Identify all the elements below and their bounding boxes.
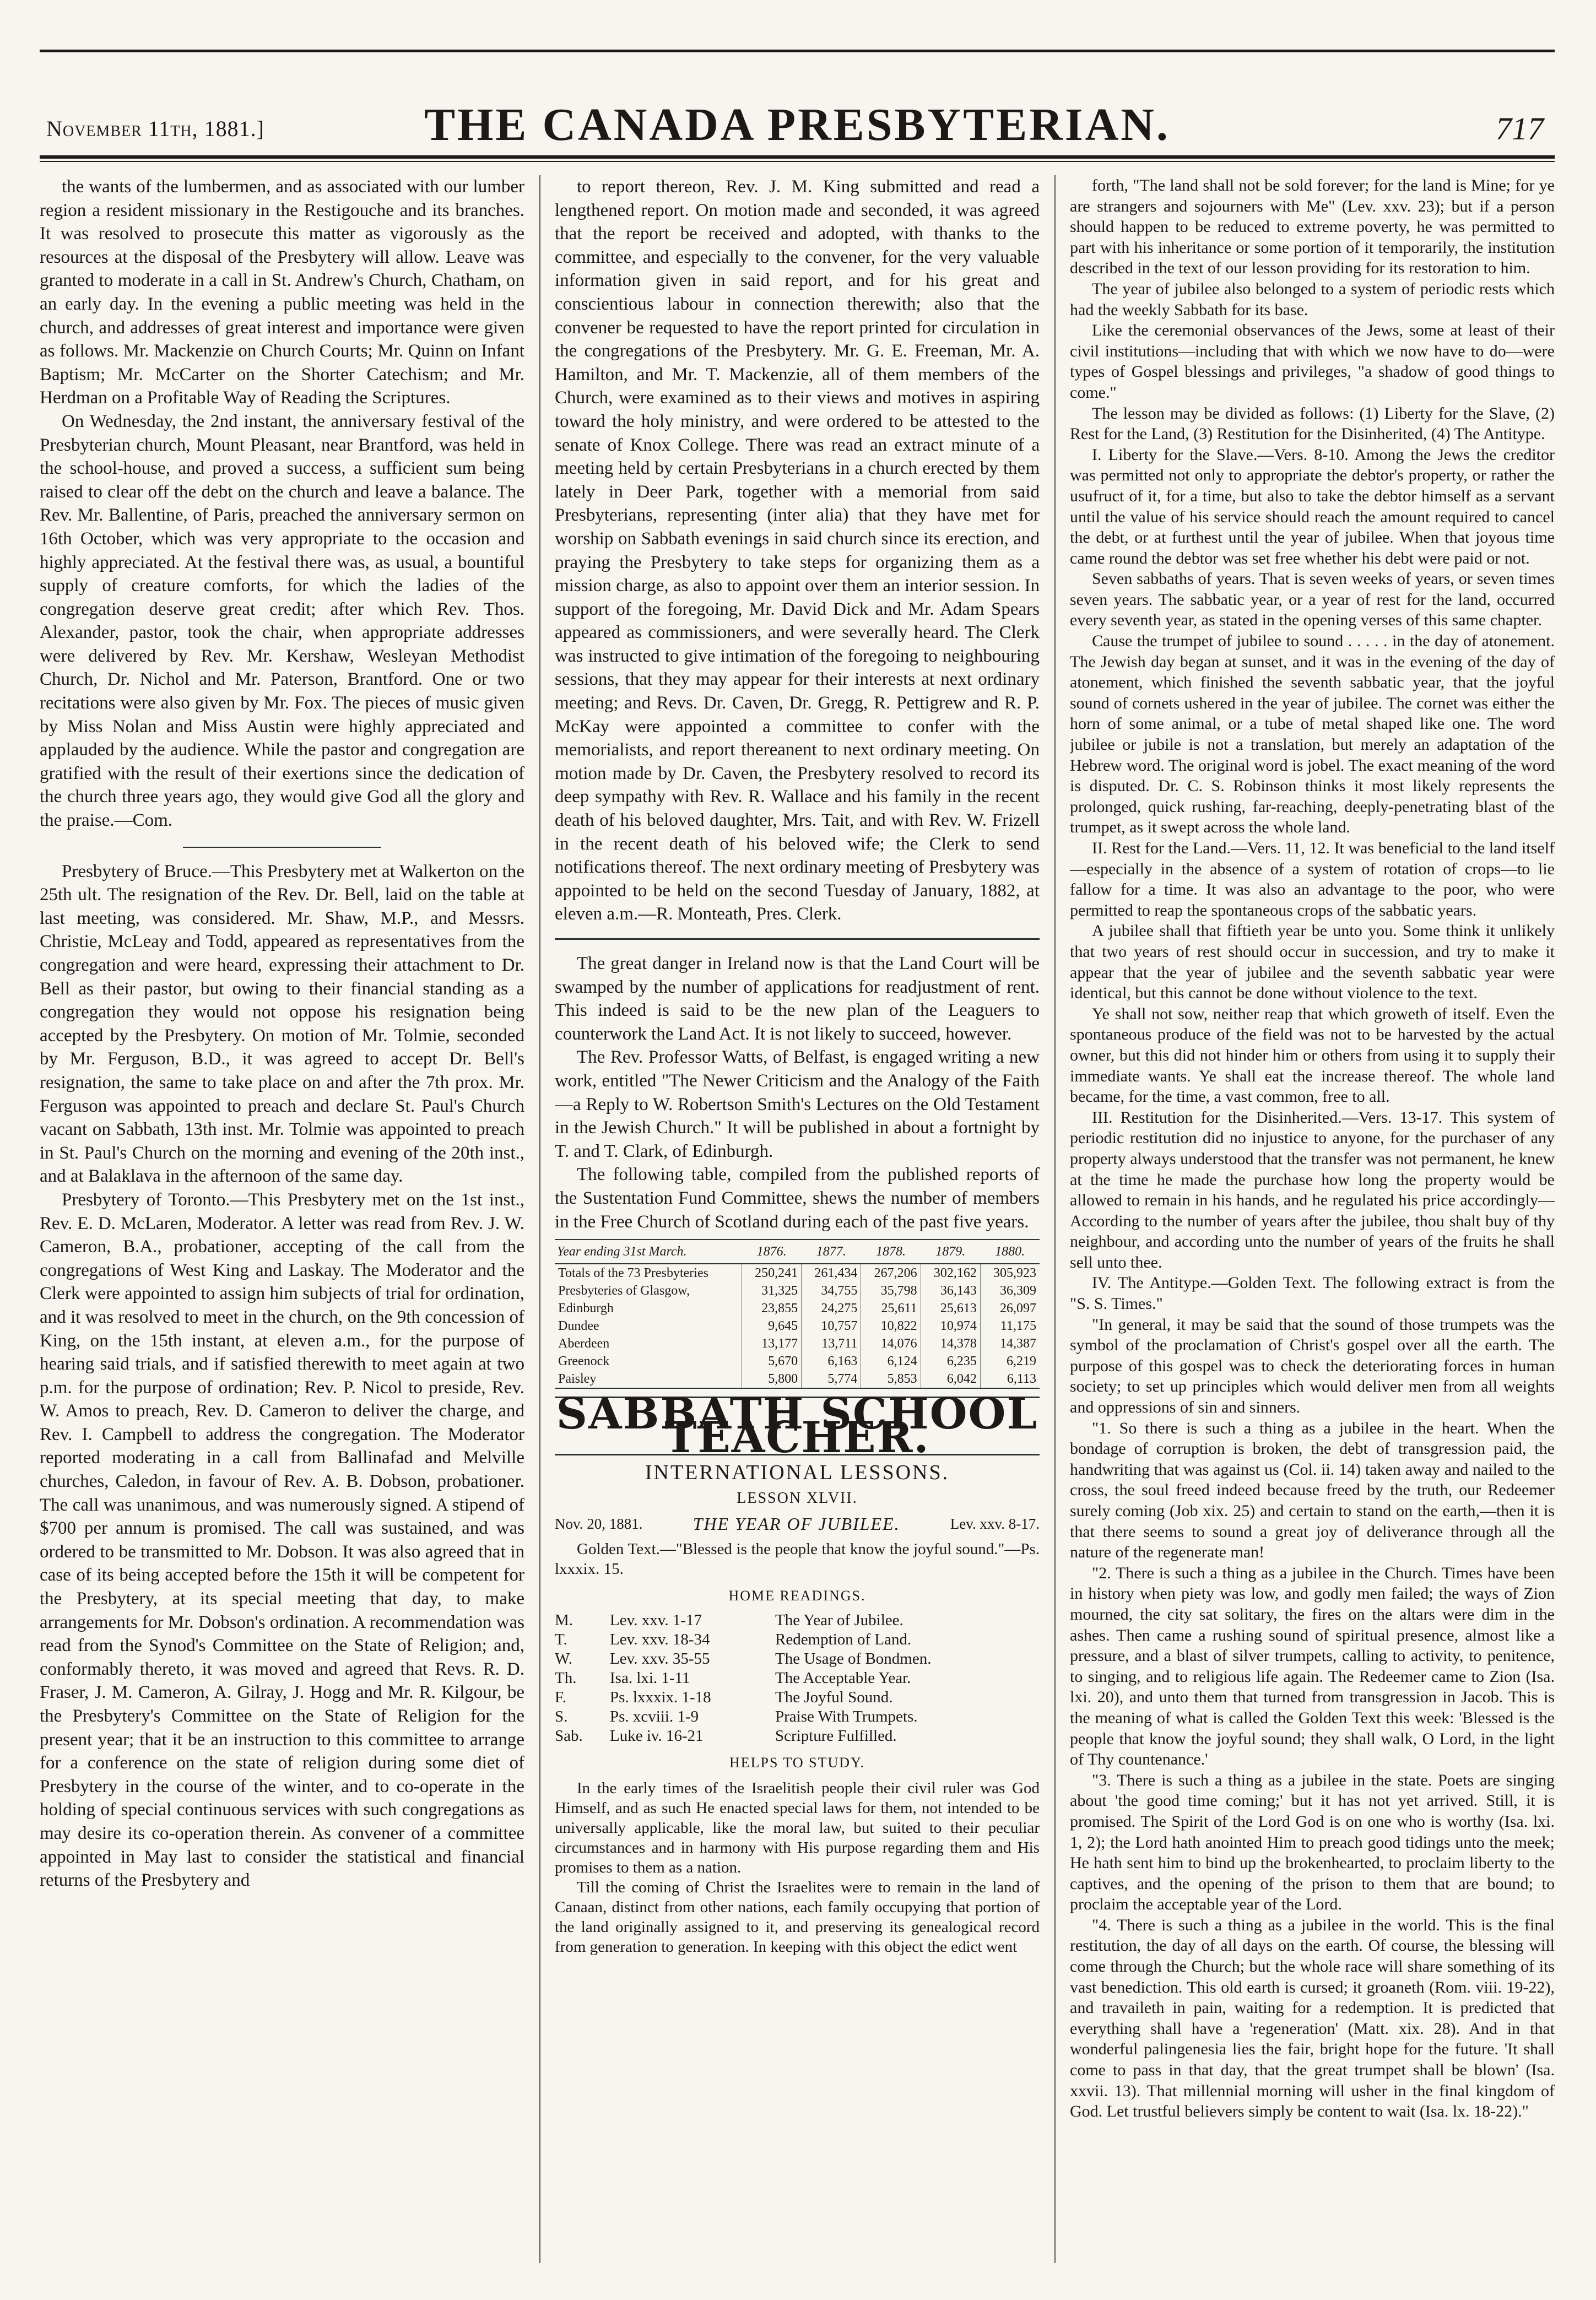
table-cell: 5,800 <box>742 1370 801 1388</box>
reading-topic: Redemption of Land. <box>775 1631 912 1649</box>
table-cell: 25,613 <box>921 1300 980 1317</box>
lesson-paragraph: "In general, it may be said that the sound of those trumpets was the symbol of the proclamation of Christ's gospel over all the earth. The purpose of this gospel was to check the deteriorating forces in human society; to set up principles which would deliver men from all weights and oppressions of sin and sinners. <box>1070 1315 1555 1417</box>
lesson-paragraph: The lesson may be divided as follows: (1) Liberty for the Slave, (2) Rest for the Land, (3) Restitution for the Disinherited, (4) The Antitype. <box>1070 404 1555 443</box>
table-cell: 31,325 <box>742 1282 801 1300</box>
table-cell: 10,757 <box>802 1317 861 1335</box>
home-readings-heading: HOME READINGS. <box>728 1587 866 1604</box>
reading-ref: Ps. lxxxix. 1-18 <box>610 1689 711 1707</box>
article-separator <box>183 847 381 848</box>
table-cell: 9,645 <box>742 1317 801 1335</box>
reading-day: M. <box>555 1611 574 1630</box>
lesson-paragraph: "3. There is such a thing as a jubilee in the state. Poets are singing about 'the good time coming;' but it has not yet arrived. Still, it is promised. The Spirit of the Lord God is on one who is worthy (Isa. lxi. 1, 2); the Lord hath anointed Him to preach good tidings unto the meek; He hath sent him to bind up the brokenhearted, to proclaim liberty to the captives, and the opening of the prison to them that are bound; to proclaim the acceptable year of the Lord. <box>1070 1771 1555 1914</box>
article-paragraph: to report thereon, Rev. J. M. King submitted and read a lengthened report. On motion made and seconded, it was agreed that the report be received and adopted, with thanks to the committee, and especially to the convener, for the very valuable information given in said report, and for his great and conscientious labour in connection therewith; also that the convener be requested to have the report printed for circulation in the congregations of the Presbytery. Mr. G. E. Freeman, Mr. A. Hamilton, and Mr. T. Mackenzie, all of them members of the Church, were examined as to their views and motives in aspiring toward the holy ministry, and were ordered to be attested to the senate of Knox College. There was read an extract minute of a meeting held by certain Presbyterians in a church erected by them lately in Deer Park, together with a memorial from said Presbyterians, representing (inter alia) that they have met for worship on Sabbath evenings in said church since its erection, and praying the Presbytery to take steps for organizing them as a mission charge, as also to appoint over them an interior session. In support of the foregoing, Mr. David Dick and Mr. Adam Spears appeared as commissioners, and were severally heard. The Clerk was instructed to give intimation of the foregoing to neighbouring sessions, that they may appear for their interests at next ordinary meeting; and Revs. Dr. Caven, Dr. Gregg, R. Pettigrew and R. P. McKay were appointed a committee to confer with the memorialists, and report thereanent to next ordinary meeting. On motion made by Dr. Caven, the Presbytery resolved to record its deep sympathy with Rev. R. Wallace and his family in the recent death of his beloved daughter, Mrs. Tait, and with Rev. W. Frizell in the recent death of his beloved wife; the Clerk to send notifications thereof. The next ordinary meeting of Presbytery was appointed to be held on the second Tuesday of January, 1882, at eleven a.m.—R. Monteath, Pres. Clerk. <box>555 177 1040 924</box>
masthead <box>40 33 1555 149</box>
lesson-paragraph: IV. The Antitype.—Golden Text. The following extract is from the "S. S. Times." <box>1070 1274 1555 1313</box>
lesson-paragraph: II. Rest for the Land.—Vers. 11, 12. It was beneficial to the land itself—especially in the absence of a system of rotation of crops—to lie fallow for a time. It was also an advantage to the poor, who were permitted to reap the spontaneous crops of the sabbatic years. <box>1070 839 1555 919</box>
list-item <box>555 1688 1040 1707</box>
table-row <box>555 1264 1040 1282</box>
lesson-paragraph: I. Liberty for the Slave.—Vers. 8-10. Among the Jews the creditor was permitted not only to appropriate the debtor's property, or rather the usufruct of it, for a time, but also to take the debtor himself as a servant until the value of his service should reach the amount required to cancel the debt, or at furthest until the year of jubilee. When that joyous time came round the debtor was set free whether his debt were paid or not. <box>1070 445 1555 567</box>
table-row <box>555 1370 1040 1388</box>
table-cell: 5,670 <box>742 1352 801 1370</box>
lesson-paragraph: III. Restitution for the Disinherited.—Vers. 13-17. This system of periodic restitution did no injustice to anyone, for the purchaser of any property always understood that the transfer was not permanent, he knew at the time he made the purchase how long the property would be allowed to remain in his hands, and he regulated his price accordingly—According to the number of years after the jubilee, thou shalt buy of thy neighbour, and according unto the number of years of the fruits he shall sell unto thee. <box>1070 1108 1555 1271</box>
table-row-label: Paisley <box>555 1370 742 1388</box>
table-cell: 14,076 <box>861 1335 921 1352</box>
table-row-label: Aberdeen <box>558 1336 610 1351</box>
reading-day: T. <box>555 1631 567 1649</box>
table-row-label: Edinburgh <box>558 1301 614 1316</box>
table-row <box>555 1335 1040 1352</box>
table-row-label: Dundee <box>558 1319 599 1334</box>
table-row <box>555 1352 1040 1370</box>
table-year: 1877. <box>802 1240 861 1264</box>
table-cell: 6,124 <box>861 1352 921 1370</box>
table-cell: 261,434 <box>802 1264 861 1282</box>
reading-topic: The Joyful Sound. <box>775 1689 893 1707</box>
list-item <box>555 1669 1040 1688</box>
newspaper-title: THE CANADA PRESBYTERIAN. <box>424 99 1170 150</box>
table-cell: 23,855 <box>742 1300 801 1317</box>
reading-ref: Ps. xcviii. 1-9 <box>610 1708 699 1726</box>
table-year: 1879. <box>921 1240 980 1264</box>
column-divider <box>539 175 540 2263</box>
reading-ref: Isa. lxi. 1-11 <box>610 1669 690 1687</box>
article-separator <box>555 938 1040 940</box>
table-row-label: Greenock <box>558 1354 610 1369</box>
presbytery-of-toronto: Presbytery of Toronto.—This Presbytery met on the 1st inst., Rev. E. D. McLaren, Moderator. A letter was read from Rev. J. W. Cameron, B.A., probationer, accepting of the call from the congregations of West King and Laskay. The Moderator and the Clerk were appointed to assign him subjects of trial for ordination, and it was resolved to meet in the church, on the 9th concession of King, on the 15th instant, at eleven a.m., for the purpose of hearing said trials, and if satisfied therewith to meet again at two p.m. for the purpose of ordination; Rev. P. Nicol to preside, Rev. W. Amos to preach, Rev. D. Cameron to deliver the charge, and Rev. I. Campbell to address the congregation. The Moderator reported moderating in a call from Ballinafad and Melville churches, Caledon, in favour of Rev. A. B. Dobson, probationer. The call was unanimous, and was numerously signed. A stipend of $700 per annum is promised. The call was sustained, and was ordered to be transmitted to Mr. Dobson. It was also agreed that in case of its being accepted before the 15th it will be competent for the Presbytery, at its special meeting that day, to make arrangements for Mr. Dobson's ordination. A recommendation was read from the Synod's Committee on the State of Religion; and, conformably thereto, it was moved and agreed that Revs. R. D. Fraser, J. M. Cameron, A. Gilray, J. Hogg and Mr. R. Kilgour, be the Presbytery's Committee on the State of Religion for the present year; that it be an instruction to this committee to arrange for a conference on the state of religion during some diet of Presbytery in the course of the winter, and to co-operate in the holding of special continuous services with such congregations as may desire its co-operation therein. As convener of a committee appointed in May last to consider the statistical and financial returns of the Presbytery and <box>40 1189 524 1891</box>
page-number: 717 <box>1496 111 1544 147</box>
lesson-paragraph: "4. There is such a thing as a jubilee in the world. This is the final restitution, the day of all days on the earth. Of course, the blessing will come through the Church; but the whole race will share something of its vast benediction. This old earth is cursed; it groaneth (Rom. viii. 19-22), and travaileth in pain, waiting for a redemption. It is predicted that everything shall have a 'regeneration' (Matt. xix. 28). And in that wonderful palingenesia lies the fair, bright hope for the future. 'It shall come to pass in that day, that the great trumpet shall be blown' (Isa. xxvii. 13). That millennial morning will usher in the final kingdom of God. Let trustful believers simply be content to wait (Isa. lx. 18-22)." <box>1070 1915 1555 2121</box>
reading-day: Sab. <box>555 1727 583 1745</box>
article-paragraph: the wants of the lumbermen, and as associated with our lumber region a resident missionary in the Restigouche and its branches. It was resolved to prosecute this matter as vigorously as the resources at the disposal of the Presbytery will allow. Leave was granted to moderate in a call in St. Andrew's Church, Chatham, on an early day. In the evening a public meeting was held in the church, and addresses of great interest and importance were given as follows. Mr. Mackenzie on Church Courts; Mr. Quinn on Infant Baptism; Mr. McCarter on the Shorter Catechism; and Mr. Herdman on a Profitable Way of Reading the Scriptures. <box>40 177 524 408</box>
lesson-paragraph: In the early times of the Israelitish people their civil ruler was God Himself, and as such He enacted special laws for them, not intended to be universally applicable, like the moral law, but suited to their peculiar circumstances and in harmony with His purpose regarding them and His promises to them as a nation. <box>555 1779 1040 1876</box>
news-note: The Rev. Professor Watts, of Belfast, is engaged writing a new work, entitled "The Newer Criticism and the Analogy of the Faith—a Reply to W. Robertson Smith's Lectures on the Old Testament in the Jewish Church." It will be published in about a fortnight by T. and T. Clark, of Edinburgh. <box>555 1047 1040 1161</box>
lesson-paragraph: The year of jubilee also belonged to a system of periodic rests which had the weekly Sabbath for its base. <box>1070 279 1555 319</box>
reading-day: W. <box>555 1650 572 1668</box>
lesson-paragraph: Seven sabbaths of years. That is seven weeks of years, or seven times seven years. The sabbatic year, or a year of rest for the land, occurred every seventh year, as stated in the opening verses of this same chapter. <box>1070 570 1555 630</box>
reading-ref: Lev. xxv. 35-55 <box>610 1650 710 1668</box>
news-note: The following table, compiled from the published reports of the Sustentation Fund Committee, shews the number of members in the Free Church of Scotland during each of the past five years. <box>555 1165 1040 1232</box>
table-cell: 305,923 <box>980 1264 1040 1282</box>
table-cell: 5,853 <box>861 1370 921 1388</box>
top-rule <box>40 50 1555 52</box>
lesson-paragraph: Ye shall not sow, neither reap that which groweth of itself. Even the spontaneous produce of the field was not to be harvested by the actual owner, but this did not hinder him or others from using it to supply their immediate wants. Ye shall eat the increase thereof. The whole land became, for the time, a vast common, free to all. <box>1070 1004 1555 1106</box>
lesson-paragraph: Cause the trumpet of jubilee to sound . . . . . in the day of atonement. The Jewish day began at sunset, and it was in the evening of the day of atonement, which finished the seventh sabbatic year, that the joyful sound of cornets ushered in the year of jubilee. The cornet was either the horn of some animal, or a tube of metal shaped like one. The word jubilee or jubile is not a translation, but merely an adaptation of the Hebrew word. The original word is jobel. The exact meaning of the word is disputed. Dr. C. S. Robinson thinks it most likely represents the prolonged, quick rushing, far-reaching, deeply-penetrating blast of the trumpet, as it swept across the whole land. <box>1070 632 1555 837</box>
lesson-paragraph: "2. There is such a thing as a jubilee in the Church. Times have been in history when piety was low, and godly men failed; the ways of Zion mourned, the city sat solitary, the fires on the altars were dim in the ashes. Then came a rushing sound of spiritual presence, almost like a pressure, and a blast of silver trumpets, calling to activity, to penitence, to singing, and to religious life again. The Redeemer came to Zion (Isa. lxi. 20), and unto them that turned from transgression in Jacob. This is the meaning of what is called the Golden Text this week: 'Blessed is the people that know the joyful sound; they shall walk, O Lord, in the light of Thy countenance.' <box>1070 1563 1555 1769</box>
column-divider <box>1054 175 1056 2263</box>
home-readings-list <box>555 1611 1040 1746</box>
table-cell: 25,611 <box>861 1300 921 1317</box>
table-row-label: Presbyteries of Glasgow, <box>558 1284 690 1298</box>
table-year: 1876. <box>742 1240 801 1264</box>
lesson-paragraph: "1. So there is such a thing as a jubilee in the heart. When the bondage of corruption is broken, the debt of transgression paid, the handwriting that was against us (Col. ii. 14) taken away and nailed to the cross, the soul freed indeed because freed by the truth, our Redeemer surely coming (Job xix. 25) and certain to stand on the earth,—then it is that there seems to sound a great joy of deliverance through all the nature of the regenerate man! <box>1070 1419 1555 1562</box>
masthead-rule-thin <box>40 161 1555 162</box>
table-cell: 302,162 <box>921 1264 980 1282</box>
issue-date: November 11th, 1881.] <box>46 116 264 141</box>
lesson-paragraph: forth, "The land shall not be sold forever; for the land is Mine; for ye are strangers and sojourners with Me" (Lev. xxv. 23); but if a person should happen to be reduced to extreme poverty, he was permitted to part with his inheritance or some portion of it temporarily, the institution described in the text of our lesson providing for its restoration to him. <box>1070 176 1555 278</box>
international-lessons-heading: INTERNATIONAL LESSONS. <box>645 1461 950 1485</box>
list-item <box>555 1630 1040 1649</box>
list-item <box>555 1649 1040 1669</box>
table-cell: 26,097 <box>980 1300 1040 1317</box>
lesson-reference: Lev. xxv. 8-17. <box>950 1515 1040 1532</box>
table-header-label: Year ending 31st March. <box>555 1240 742 1264</box>
reading-topic: Scripture Fulfilled. <box>775 1727 897 1745</box>
column-2 <box>555 175 1040 2269</box>
lesson-date: Nov. 20, 1881. <box>555 1515 643 1532</box>
article-paragraph: On Wednesday, the 2nd instant, the anniversary festival of the Presbyterian church, Mount Pleasant, near Brantford, was held in the school-house, and proved a success, a sufficient sum being raised to clear off the debt on the church and leave a balance. The Rev. Mr. Ballentine, of Paris, preached the anniversary sermon on 16th October, which was very appropriate to the occasion and highly appreciated. At the festival there was, as usual, a bountiful supply of creature comforts, for which the ladies of the congregation deserve great credit; after which Rev. Thos. Alexander, pastor, took the chair, when appropriate addresses were delivered by Rev. Mr. Kershaw, Wesleyan Methodist Church, Dr. Nichol and Mr. Paterson, Brantford. One or two recitations were also given by Mr. Fox. The pieces of music given by Miss Nolan and Miss Austin were highly appreciated and applauded by the audience. While the pastor and congregation are gratified with the result of their exertions since the dedication of the church three years ago, they would give God all the glory and the praise.—Com. <box>40 411 524 831</box>
table-header-row <box>555 1240 1040 1264</box>
column-1 <box>40 175 524 2269</box>
table-cell: 6,219 <box>980 1352 1040 1370</box>
sabbath-school-banner: SABBATH SCHOOL TEACHER. <box>555 1397 1040 1455</box>
table-cell: 6,042 <box>921 1370 980 1388</box>
table-row <box>555 1317 1040 1335</box>
reading-topic: Praise With Trumpets. <box>775 1708 918 1726</box>
table-row-label: Totals of the 73 Presbyteries <box>558 1266 708 1281</box>
table-cell: 13,711 <box>802 1335 861 1352</box>
table-cell: 34,755 <box>802 1282 861 1300</box>
newspaper-page <box>40 33 1555 2270</box>
table-cell: 14,378 <box>921 1335 980 1352</box>
table-cell: 6,235 <box>921 1352 980 1370</box>
table-cell: 6,113 <box>980 1370 1040 1388</box>
reading-ref: Lev. xxv. 18-34 <box>610 1631 710 1649</box>
lesson-paragraph: Till the coming of Christ the Israelites were to remain in the land of Canaan, distinct from other nations, each family occupying that portion of the land originally assigned to it, and preserving its genealogical record from generation to generation. In keeping with this object the edict went <box>555 1878 1040 1956</box>
reading-day: Th. <box>555 1669 577 1687</box>
table-cell: 6,163 <box>802 1352 861 1370</box>
table-row <box>555 1300 1040 1317</box>
table-cell: 14,387 <box>980 1335 1040 1352</box>
table-cell: 36,143 <box>921 1282 980 1300</box>
presbytery-of-bruce: Presbytery of Bruce.—This Presbytery met at Walkerton on the 25th ult. The resignation of the Rev. Dr. Bell, laid on the table at last meeting, was considered. Mr. Shaw, M.P., and Messrs. Christie, McLeay and Todd, appeared as representatives from the congregation and were heard, expressing their attachment to Dr. Bell as their pastor, but owing to their financial standing as a congregation they would not oppose his resignation being accepted by the Presbytery. On motion of Mr. Tolmie, seconded by Mr. Ferguson, B.D., it was agreed to accept Dr. Bell's resignation, the same to take place on and after the 7th prox. Mr. Ferguson was appointed to preach and declare St. Paul's Church vacant on Sabbath, 13th inst. Mr. Tolmie was appointed to preach in St. Paul's Church on the morning and evening of the 20th inst., and at Balaklava in the afternoon of the same day. <box>40 861 524 1187</box>
reading-ref: Lev. xxv. 1-17 <box>610 1611 702 1630</box>
news-note: The great danger in Ireland now is that the Land Court will be swamped by the number of applications for readjustment of rent. This indeed is said to be the new plan of the Leaguers to counterwork the Land Act. It is not likely to succeed, however. <box>555 954 1040 1044</box>
table-year: 1878. <box>861 1240 921 1264</box>
table-cell: 250,241 <box>742 1264 801 1282</box>
reading-day: S. <box>555 1708 568 1726</box>
lesson-number: LESSON XLVII. <box>737 1489 858 1507</box>
list-item <box>555 1707 1040 1727</box>
reading-ref: Luke iv. 16-21 <box>610 1727 704 1745</box>
table-row <box>555 1282 1040 1300</box>
reading-topic: The Usage of Bondmen. <box>775 1650 932 1668</box>
lesson-title: THE YEAR OF JUBILEE. <box>692 1513 900 1534</box>
lesson-paragraph: Like the ceremonial observances of the Jews, some at least of their civil institutions—including that with which we now have to do—were types of Gospel blessings and privileges, "a shadow of good things to come." <box>1070 321 1555 402</box>
list-item <box>555 1611 1040 1630</box>
table-cell: 35,798 <box>861 1282 921 1300</box>
table-cell: 267,206 <box>861 1264 921 1282</box>
lesson-paragraph: A jubilee shall that fiftieth year be unto you. Some think it unlikely that two years of rest should occur in succession, and try to make it appear that the year of jubilee and the seventh sabbatic year were identical, but this cannot be done without violence to the text. <box>1070 922 1555 1003</box>
reading-day: F. <box>555 1689 567 1707</box>
reading-topic: The Year of Jubilee. <box>775 1611 904 1630</box>
helps-to-study-heading: HELPS TO STUDY. <box>729 1755 865 1771</box>
sustentation-table <box>555 1239 1040 1389</box>
reading-topic: The Acceptable Year. <box>775 1669 911 1687</box>
table-cell: 13,177 <box>742 1335 801 1352</box>
masthead-rule <box>40 155 1555 159</box>
lesson-title-row <box>555 1515 1040 1533</box>
table-cell: 5,774 <box>802 1370 861 1388</box>
table-year: 1880. <box>980 1240 1040 1264</box>
table-cell: 36,309 <box>980 1282 1040 1300</box>
table-cell: 24,275 <box>802 1300 861 1317</box>
table-cell: 10,974 <box>921 1317 980 1335</box>
table-cell: 11,175 <box>980 1317 1040 1335</box>
column-3 <box>1070 175 1555 2269</box>
table-cell: 10,822 <box>861 1317 921 1335</box>
golden-text: Golden Text.—"Blessed is the people that know the joyful sound."—Ps. lxxxix. 15. <box>555 1540 1040 1578</box>
list-item <box>555 1727 1040 1746</box>
